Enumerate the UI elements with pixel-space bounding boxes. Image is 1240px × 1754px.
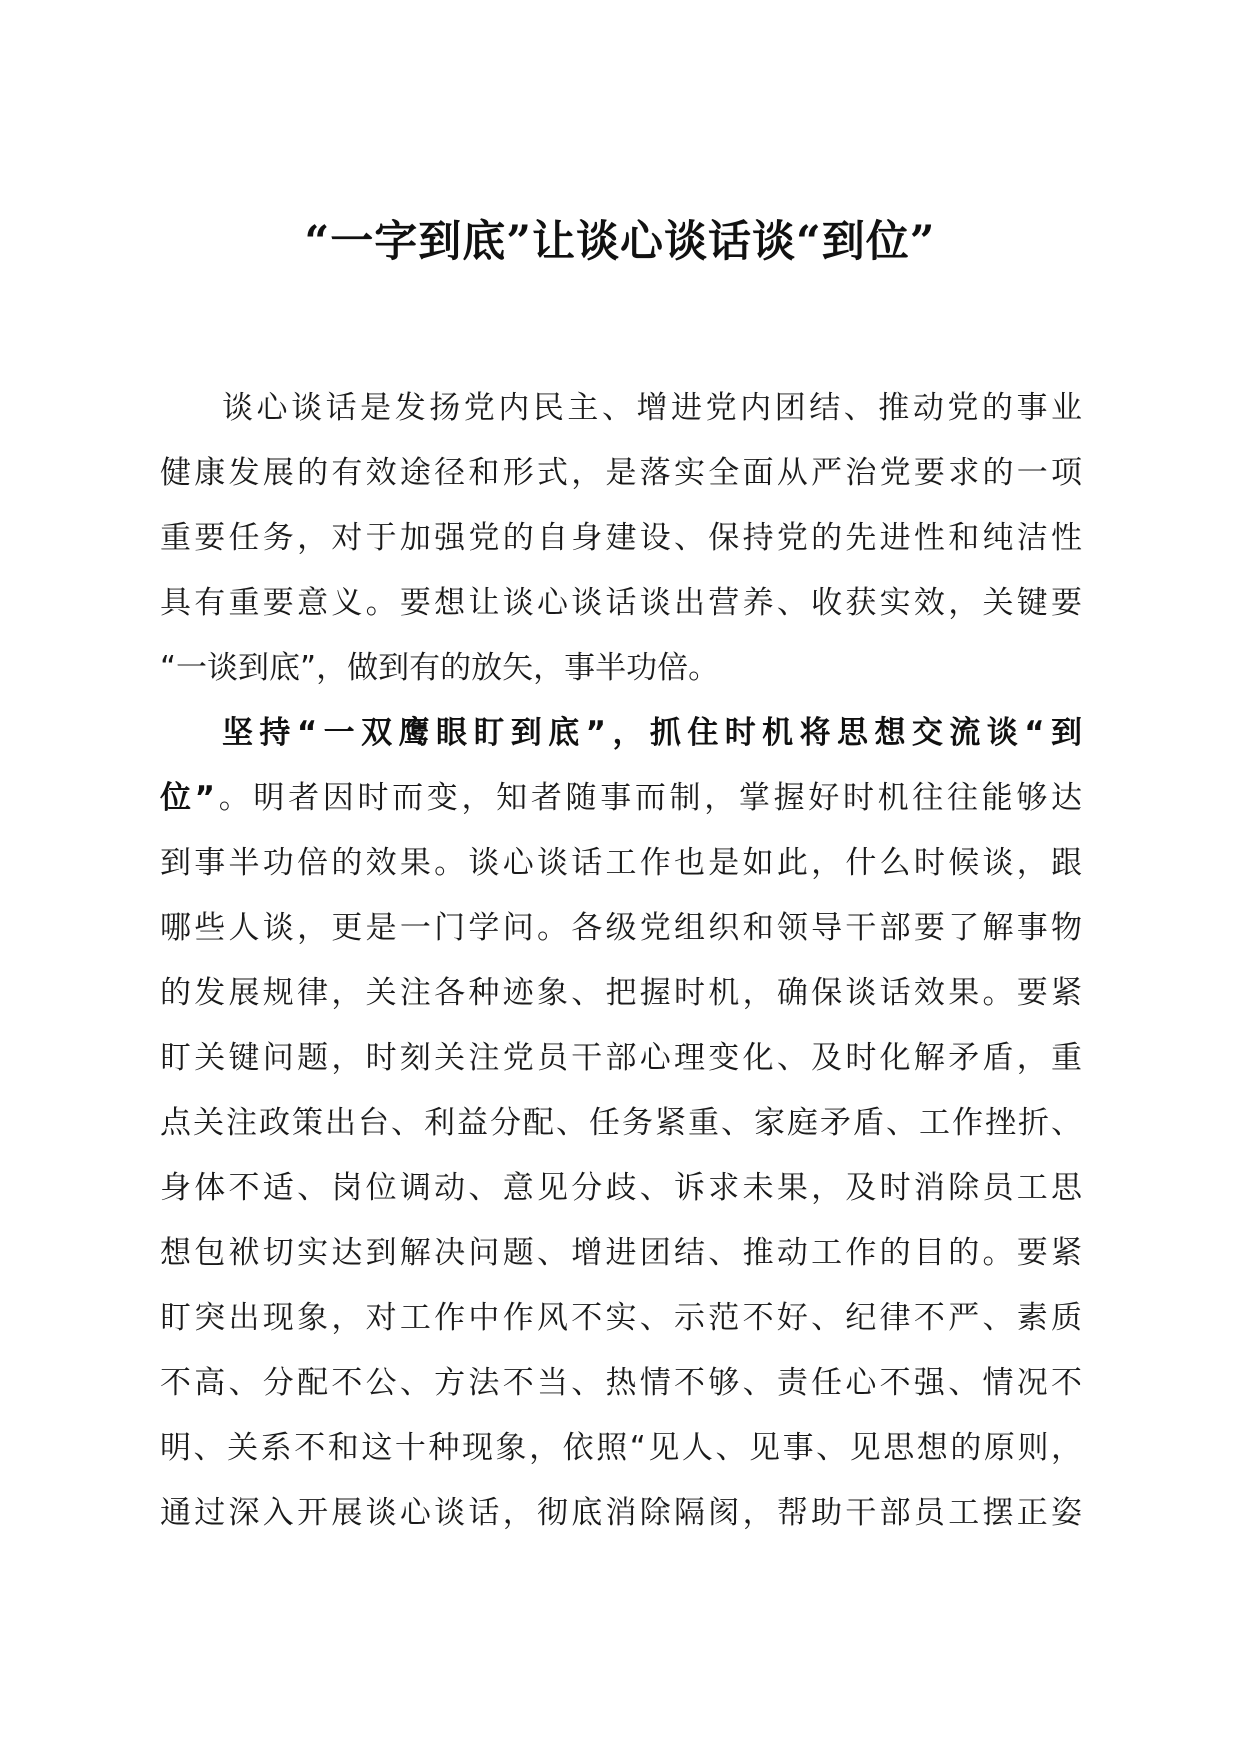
paragraph-line: 盯突出现象，对工作中作风不实、示范不好、纪律不严、素质	[160, 1300, 1082, 1336]
paragraph-line: 通过深入开展谈心谈话，彻底消除隔阂，帮助干部员工摆正姿	[160, 1495, 1082, 1531]
paragraph-line: “一谈到底”，做到有的放矢，事半功倍。	[160, 650, 720, 686]
paragraph-line: 盯关键问题，时刻关注党员干部心理变化、及时化解矛盾，重	[160, 1040, 1082, 1076]
paragraph-line	[160, 766, 1082, 831]
paragraph-line: 具有重要意义。要想让谈心谈话谈出营养、收获实效，关键要	[160, 585, 1082, 621]
paragraph-line: 重要任务，对于加强党的自身建设、保持党的先进性和纯洁性	[160, 520, 1082, 556]
section-heading: 坚持“一双鹰眼盯到底”，抓住时机将思想交流谈“到	[222, 715, 1082, 751]
paragraph-line: 明、关系不和这十种现象，依照“见人、见事、见思想的原则，	[160, 1430, 1082, 1466]
section-heading-tail: 位”	[160, 780, 216, 816]
paragraph-line: 身体不适、岗位调动、意见分歧、诉求未果，及时消除员工思	[160, 1170, 1082, 1206]
paragraph-line: 健康发展的有效途径和形式，是落实全面从严治党要求的一项	[160, 455, 1082, 491]
paragraph-line: 哪些人谈，更是一门学问。各级党组织和领导干部要了解事物	[160, 910, 1082, 946]
paragraph-line: 的发展规律，关注各种迹象、把握时机，确保谈话效果。要紧	[160, 975, 1082, 1011]
paragraph-line: 到事半功倍的效果。谈心谈话工作也是如此，什么时候谈，跟	[160, 845, 1082, 881]
paragraph-line: 谈心谈话是发扬党内民主、增进党内团结、推动党的事业	[222, 390, 1082, 426]
paragraph-line: 点关注政策出台、利益分配、任务紧重、家庭矛盾、工作挫折、	[160, 1105, 1082, 1141]
paragraph-line-text: 。明者因时而变，知者随事而制，掌握好时机往往能够达	[215, 780, 1083, 816]
document-title: “一字到底”让谈心谈话谈“到位”	[304, 217, 936, 267]
document-body	[160, 376, 1082, 1546]
paragraph-line: 不高、分配不公、方法不当、热情不够、责任心不强、情况不	[160, 1365, 1082, 1401]
paragraph-line: 想包袱切实达到解决问题、增进团结、推动工作的目的。要紧	[160, 1235, 1082, 1271]
